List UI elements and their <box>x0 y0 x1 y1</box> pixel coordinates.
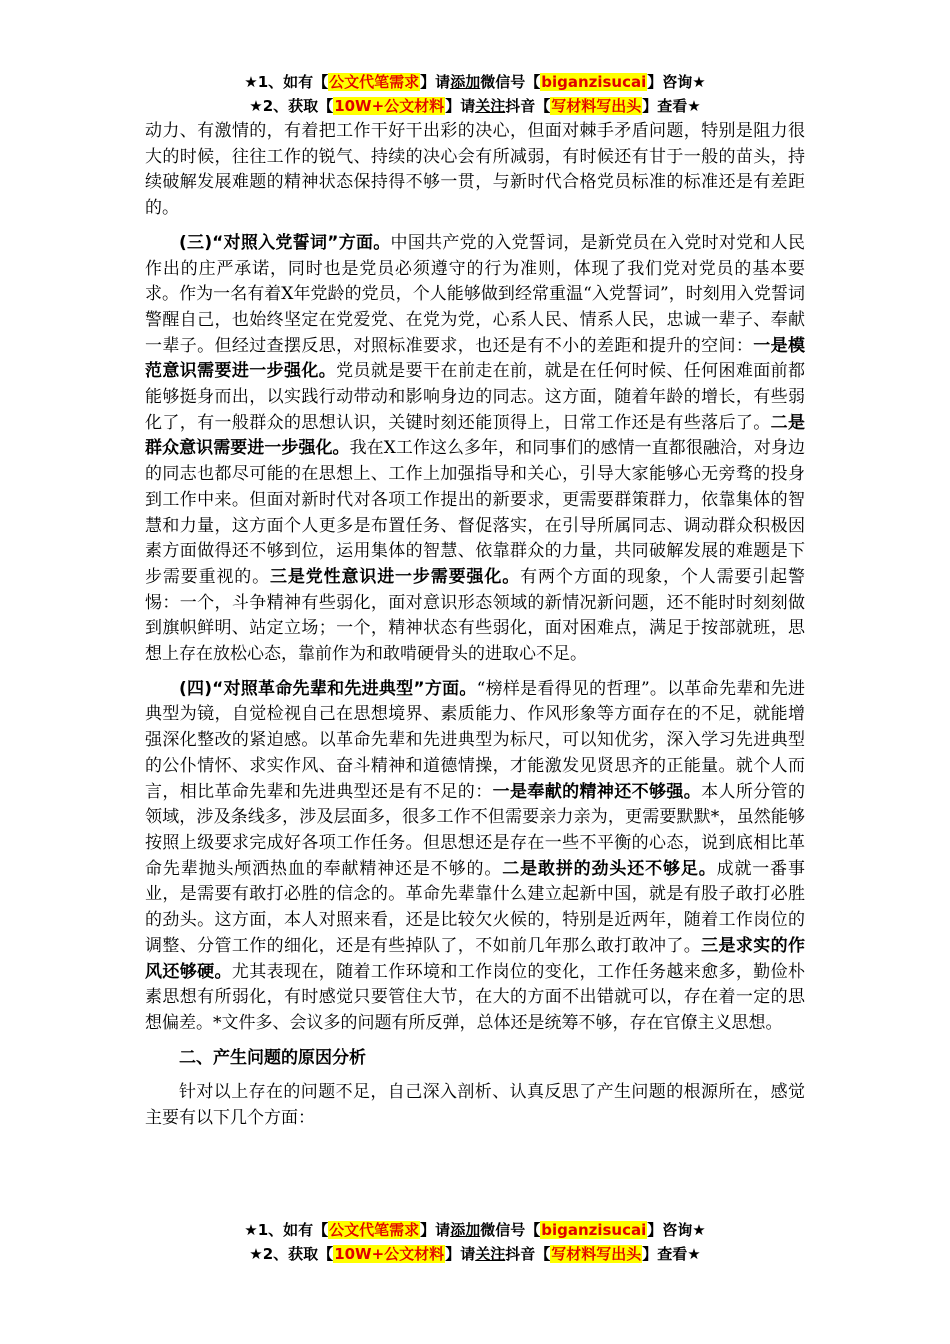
section-3-heading: (三)“对照入党誓词”方面。 <box>179 232 391 253</box>
underline-follow: 关注 <box>475 97 506 115</box>
highlight-douyin: 写材料写出头 <box>551 97 642 115</box>
banner-suffix: 】查看★ <box>642 97 701 115</box>
top-banner-line-1 <box>140 70 810 94</box>
bold-point: 二是群众意识需要进一步强化。 <box>145 412 806 459</box>
banner-prefix: ★2、获取【 <box>249 1245 334 1263</box>
paragraph-section-3 <box>145 231 805 668</box>
banner-text: 抖音【 <box>505 1245 551 1263</box>
paragraph-text: 中国共产党的入党誓词，是新党员在入党时对党和人民作出的庄严承诺，同时也是党员必须遵守的行为准则，体现了我们党对党员的基本要求。作为一名有着X年党龄的党员，个人能够做到经常重温“入党誓词”，时刻用入党誓词警醒自己，也始终坚定在党爱党、在党为党，心系人民、情系人民，忠诚一辈子、奉献一辈子。但经过查摆反思，对照标准要求，也还是有不小的差距和提升的空间： <box>145 232 806 356</box>
paragraph-text: 有两个方面的现象，个人需要引起警惕：一个，斗争精神有些弱化，面对意识形态领域的新情况新问题，还不能时时刻刻做到旗帜鲜明、站定立场；一个，精神状态有些弱化，面对困难点，满足于按部就班，思想上存在放松心态，靠前作为和敢啃硬骨头的进取心不足。 <box>145 566 806 665</box>
section-heading-2 <box>145 1046 805 1072</box>
highlight-douyin: 写材料写出头 <box>551 1245 642 1263</box>
paragraph-text: 党员就是要干在前走在前，就是在任何时候、任何困难面前都能够挺身而出，以实践行动带动和影响身边的同志。这方面，随着年龄的增长，有些弱化了，有一般群众的思想认识，关键时刻还能顶得上，日常工作还是有些落后了。 <box>145 361 806 433</box>
banner-text: 】请 <box>420 1221 451 1239</box>
highlight-wechat-id: biganzisucai <box>541 1221 647 1239</box>
banner-text: 微信号【 <box>480 1221 541 1239</box>
underline-add: 添加 <box>450 73 481 91</box>
highlight-service: 公文代笔需求 <box>329 1221 420 1239</box>
banner-suffix: 】查看★ <box>642 1245 701 1263</box>
paragraph-text: 尤其表现在，随着工作环境和工作岗位的变化，工作任务越来愈多，勤俭朴素思想有所弱化，有时感觉只要管住大节，在大的方面不出错就可以，存在着一定的思想偏差。*文件多、会议多的问题有所反弹，总体还是统筹不够，存在官僚主义思想。 <box>145 961 806 1033</box>
banner-text: 】请 <box>445 1245 476 1263</box>
banner-suffix: 】咨询★ <box>647 1221 706 1239</box>
section-4-heading: (四)“对照革命先辈和先进典型”方面。 <box>179 678 477 699</box>
banner-text: 】请 <box>420 73 451 91</box>
banner-text: 抖音【 <box>505 97 551 115</box>
paragraph-text: 本人所分管的领域，涉及条线多，涉及层面多，很多工作不但需要亲力亲为，更需要默默*，虽然能够按照上级要求完成好各项工作任务。但思想还是存在一些不平衡的心态，说到底相比革命先辈抛头颅洒热血的奉献精神还是不够的。 <box>145 781 806 879</box>
top-banner-line-2 <box>140 94 810 118</box>
banner-prefix: ★2、获取【 <box>249 97 334 115</box>
paragraph-section-4 <box>145 677 805 1037</box>
banner-suffix: 】咨询★ <box>647 73 706 91</box>
banner-text: 】请 <box>445 97 476 115</box>
bold-point: 一是模范意识需要进一步强化。 <box>145 335 806 382</box>
document-body <box>145 119 805 1132</box>
bold-point: 三是求实的作风还够硬。 <box>145 935 806 982</box>
heading-text: 二、产生问题的原因分析 <box>179 1047 366 1068</box>
bold-point: 一是奉献的精神还不够强。 <box>492 781 702 802</box>
paragraph-1: 动力、有激情的，有着把工作干好干出彩的决心，但面对棘手矛盾问题，特别是阻力很大的时候，往往工作的锐气、持续的决心会有所减弱，有时候还有甘于一般的苗头，持续破解发展难题的精神状态保持得不够一贯，与新时代合格党员标准的标准还是有差距的。 <box>145 121 805 219</box>
paragraph-text: 成就一番事业，是需要有敢打必胜的信念的。革命先辈靠什么建立起新中国，就是有股子敢打必胜的劲头。这方面，本人对照来看，还是比较欠火候的，特别是近两年，随着工作岗位的调整、分管工作的细化，还是有些掉队了，不如前几年那么敢打敢冲了。 <box>145 858 806 956</box>
highlight-wechat-id: biganzisucai <box>541 73 647 91</box>
underline-follow: 关注 <box>475 1245 506 1263</box>
highlight-materials: 10W+公文材料 <box>334 1245 445 1263</box>
highlight-service: 公文代笔需求 <box>329 73 420 91</box>
paragraph-text: “榜样是看得见的哲理”。以革命先辈和先进典型为镜，自觉检视自己在思想境界、素质能力、作风形象等方面存在的不足，就能增强深化整改的紧迫感。以革命先辈和先进典型为标尺，可以知优劣，深入学习先进典型的公仆情怀、求实作风、奋斗精神和道德情操，才能激发见贤思齐的正能量。就个人而言，相比革命先辈和先进典型还是有不足的： <box>145 678 805 802</box>
banner-prefix: ★1、如有【 <box>244 73 329 91</box>
paragraph-text: 我在X工作这么多年，和同事们的感情一直都很融洽，对身边的同志也都尽可能的在思想上、工作上加强指导和关心，引导大家能够心无旁骛的投身到工作中来。但面对新时代对各项工作提出的新要求，更需要群策群力，依靠集体的智慧和力量，这方面个人更多是布置任务、督促落实，在引导所属同志、调动群众积极因素方面做得还不够到位，运用集体的智慧、依靠群众的力量，共同破解发展的难题是下步需要重视的。 <box>145 438 806 587</box>
bold-point: 二是敢拼的劲头还不够足。 <box>502 858 717 879</box>
bottom-banner-line-1 <box>140 1218 810 1242</box>
banner-prefix: ★1、如有【 <box>244 1221 329 1239</box>
underline-add: 添加 <box>450 1221 481 1239</box>
paragraph-4: 针对以上存在的问题不足，自己深入剖析、认真反思了产生问题的根源所在，感觉主要有以下几个方面： <box>145 1082 805 1129</box>
highlight-materials: 10W+公文材料 <box>334 97 445 115</box>
banner-text: 微信号【 <box>480 73 541 91</box>
bold-point: 三是党性意识进一步需要强化。 <box>270 566 521 587</box>
bottom-banner-line-2 <box>140 1242 810 1266</box>
